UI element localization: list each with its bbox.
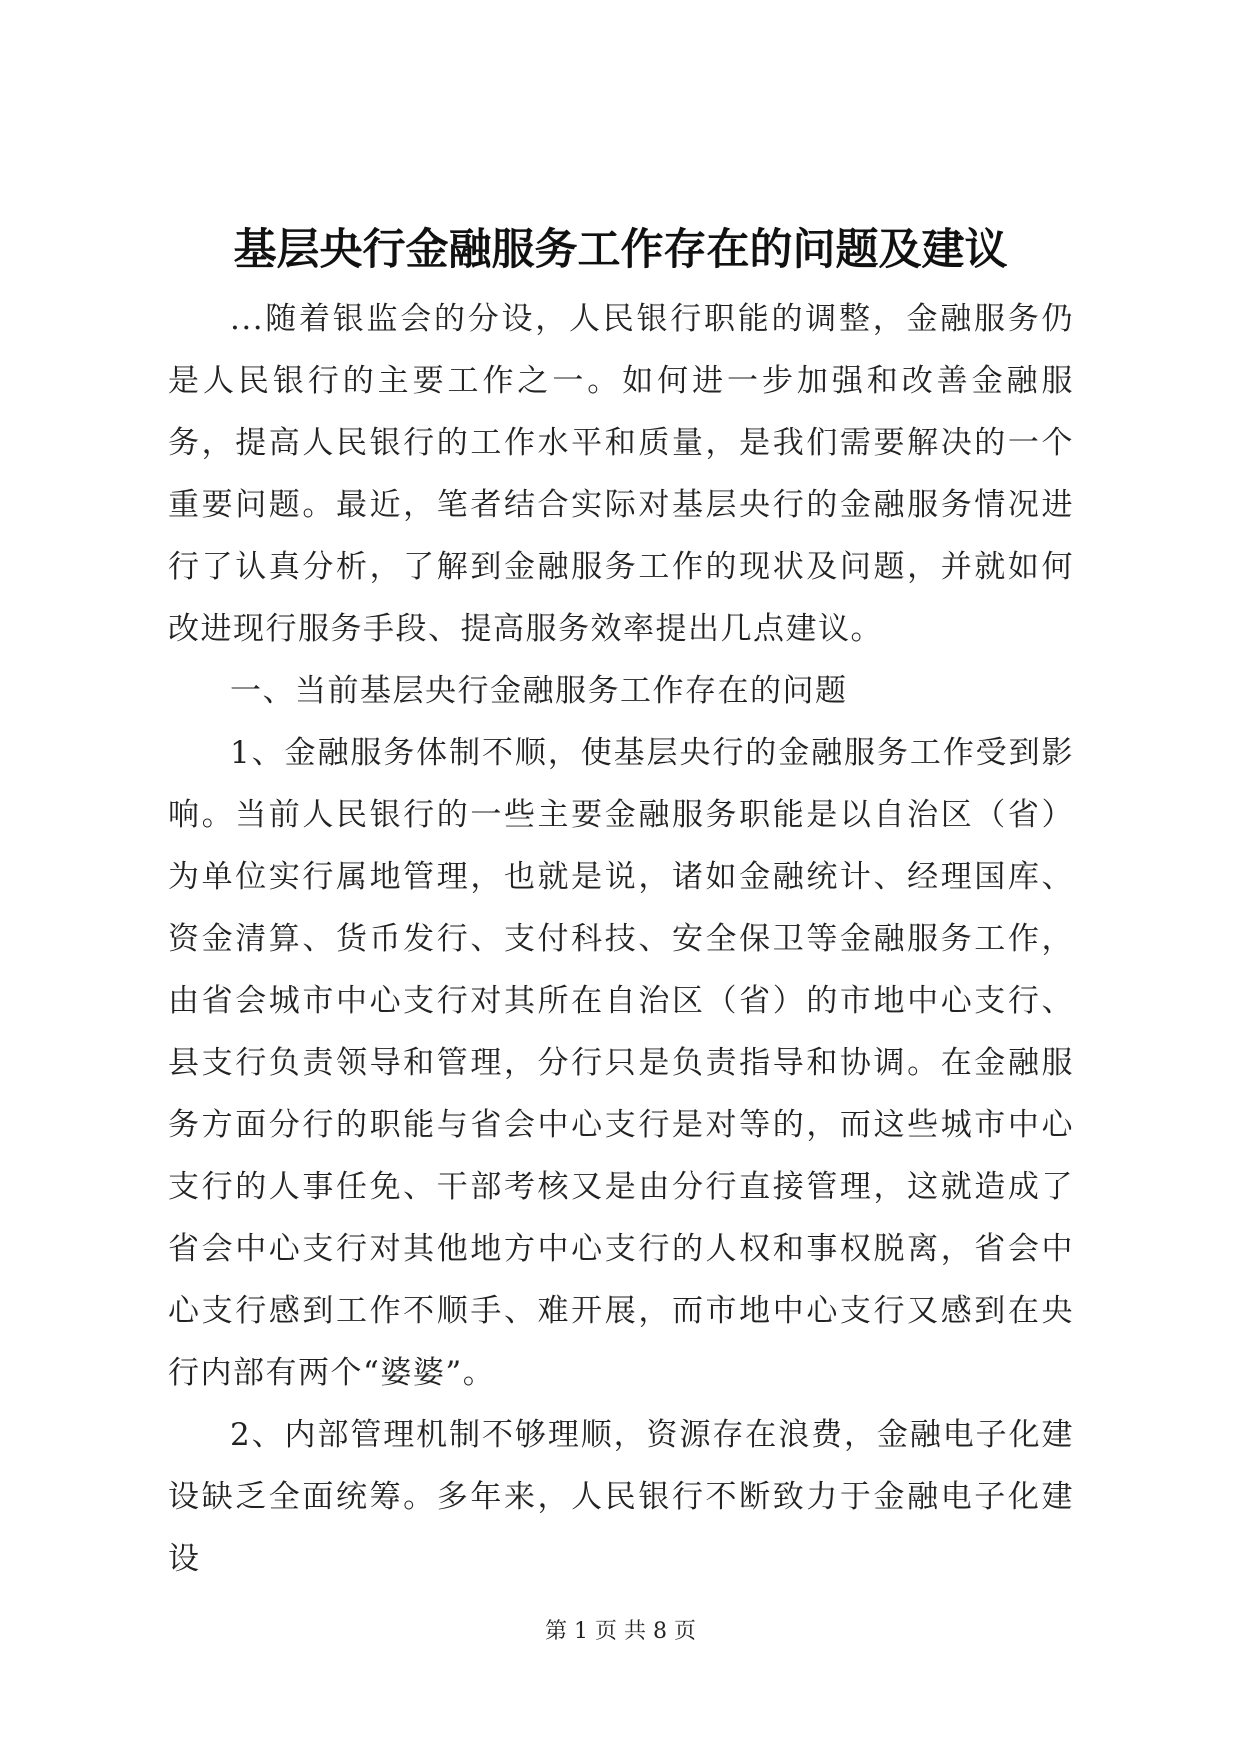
paragraph-point-1: 1、金融服务体制不顺，使基层央行的金融服务工作受到影响。当前人民银行的一些主要金融服务职能是以自治区（省）为单位实行属地管理，也就是说，诸如金融统计、经理国库、资金清算、货币发行、支付科技、安全保卫等金融服务工作，由省会城市中心支行对其所在自治区（省）的市地中心支行、县支行负责领导和管理，分行只是负责指导和协调。在金融服务方面分行的职能与省会中心支行是对等的，而这些城市中心支行的人事任免、干部考核又是由分行直接管理，这就造成了省会中心支行对其他地方中心支行的人权和事权脱离，省会中心支行感到工作不顺手、难开展，而市地中心支行又感到在央行内部有两个“婆婆”。 xyxy=(168,735,1074,1391)
section-heading-1: 一、当前基层央行金融服务工作存在的问题 xyxy=(230,673,848,709)
page-footer: 第 1 页 共 8 页 xyxy=(545,1619,696,1644)
document-title: 基层央行金融服务工作存在的问题及建议 xyxy=(233,225,1008,275)
document-body xyxy=(168,288,1074,1590)
paragraph-point-2: 2、内部管理机制不够理顺，资源存在浪费，金融电子化建设缺乏全面统筹。多年来，人民银行不断致力于金融电子化建设 xyxy=(168,1417,1074,1577)
paragraph-intro: ...随着银监会的分设，人民银行职能的调整，金融服务仍是人民银行的主要工作之一。如何进一步加强和改善金融服务，提高人民银行的工作水平和质量，是我们需要解决的一个重要问题。最近，笔者结合实际对基层央行的金融服务情况进行了认真分析，了解到金融服务工作的现状及问题，并就如何改进现行服务手段、提高服务效率提出几点建议。 xyxy=(168,301,1074,647)
